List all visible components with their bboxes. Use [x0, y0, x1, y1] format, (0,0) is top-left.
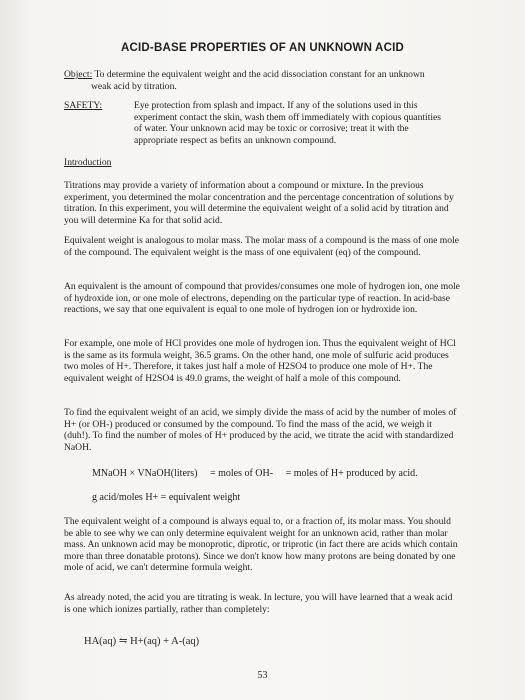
page-title: ACID-BASE PROPERTIES OF AN UNKNOWN ACID	[121, 42, 404, 54]
page-number: 53	[257, 670, 268, 681]
objective-text-line2: weak acid by titration.	[91, 80, 177, 92]
equation-moles-right: = moles of H+ produced by acid.	[285, 468, 418, 479]
paragraph-equivalent-definition: An equivalent is the amount of compound that provides/consumes one mole of hydrogen ion, one mole of hydroxide ion, or one mole of electrons, depending on the particular type of reaction. In acid-base reactions, we say that one equivalent is equal to one mole of hydrogen ion or hydroxide ion.	[64, 281, 460, 316]
paragraph-hcl-example: For example, one mole of HCl provides one mole of hydrogen ion. Thus the equivalent weight of HCl is the same as its formula weight, 36.5 grams. On the other hand, one mole of sulfuric acid produces two moles of H+. Therefore, it takes just half a mole of H2SO4 to produce one mole of H+. The equivalent weight of H2SO4 is 49.0 grams, the weight of half a mole of this compound.	[64, 338, 456, 384]
paragraph-titrations: Titrations may provide a variety of information about a compound or mixture. In the previous experiment, you determined the molar concentration and the percentage concentration of solutions by titration. In this experiment, you will determine the equivalent weight of a solid acid by titration and you will determine Ka for that solid acid.	[64, 180, 454, 226]
introduction-heading: Introduction	[64, 157, 112, 168]
equation-moles-left: MNaOH × VNaOH(liters)	[92, 468, 198, 479]
equation-moles	[92, 468, 418, 480]
reaction-equation: HA(aq) ⇋ H+(aq) + A-(aq)	[84, 636, 200, 647]
safety-text: Eye protection from splash and impact. If any of the solutions used in this experiment contact the skin, wash them off immediately with copious quantities of water. Your unknown acid may be toxic or corrosive; treat it with the appropriate respect as befits an unknown compound.	[134, 100, 442, 146]
paragraph-find-equivalent-weight: To find the equivalent weight of an acid, we simply divide the mass of acid by the number of moles of H+ (or OH-) produced or consumed by the compound. To find the mass of the acid, we weigh it (duh!). To find the number of moles of H+ produced by the acid, we titrate the acid with standardized NaOH.	[64, 407, 457, 453]
paragraph-molar-mass: The equivalent weight of a compound is always equal to, or a fraction of, its molar mass. You should be able to see why we can only determine equivalent weight for an unknown acid, rather than molar mass. An unknown acid may be monoprotic, diprotic, or triprotic (in fact there are acids which contain more than three donatable protons). Since we don't know how many protons are being donated by one mole of acid, we can't determine formula weight.	[64, 516, 458, 574]
safety-label: SAFETY:	[64, 100, 103, 111]
equation-moles-mid: = moles of OH-	[209, 468, 274, 479]
objective-section	[64, 69, 474, 92]
paragraph-equivalent-weight: Equivalent weight is analogous to molar mass. The molar mass of a compound is the mass of one mole of the compound. The equivalent weight is the mass of one equivalent (eq) of the compound.	[64, 235, 459, 258]
objective-label: Object:	[64, 69, 93, 80]
objective-text-line1: To determine the equivalent weight and the acid dissociation constant for an unknown	[92, 69, 425, 80]
equation-equivalent-weight: g acid/moles H+ = equivalent weight	[92, 492, 241, 503]
paragraph-weak-acid: As already noted, the acid you are titrating is weak. In lecture, you will have learned that a weak acid is one which ionizes partially, rather than completely:	[64, 592, 453, 615]
